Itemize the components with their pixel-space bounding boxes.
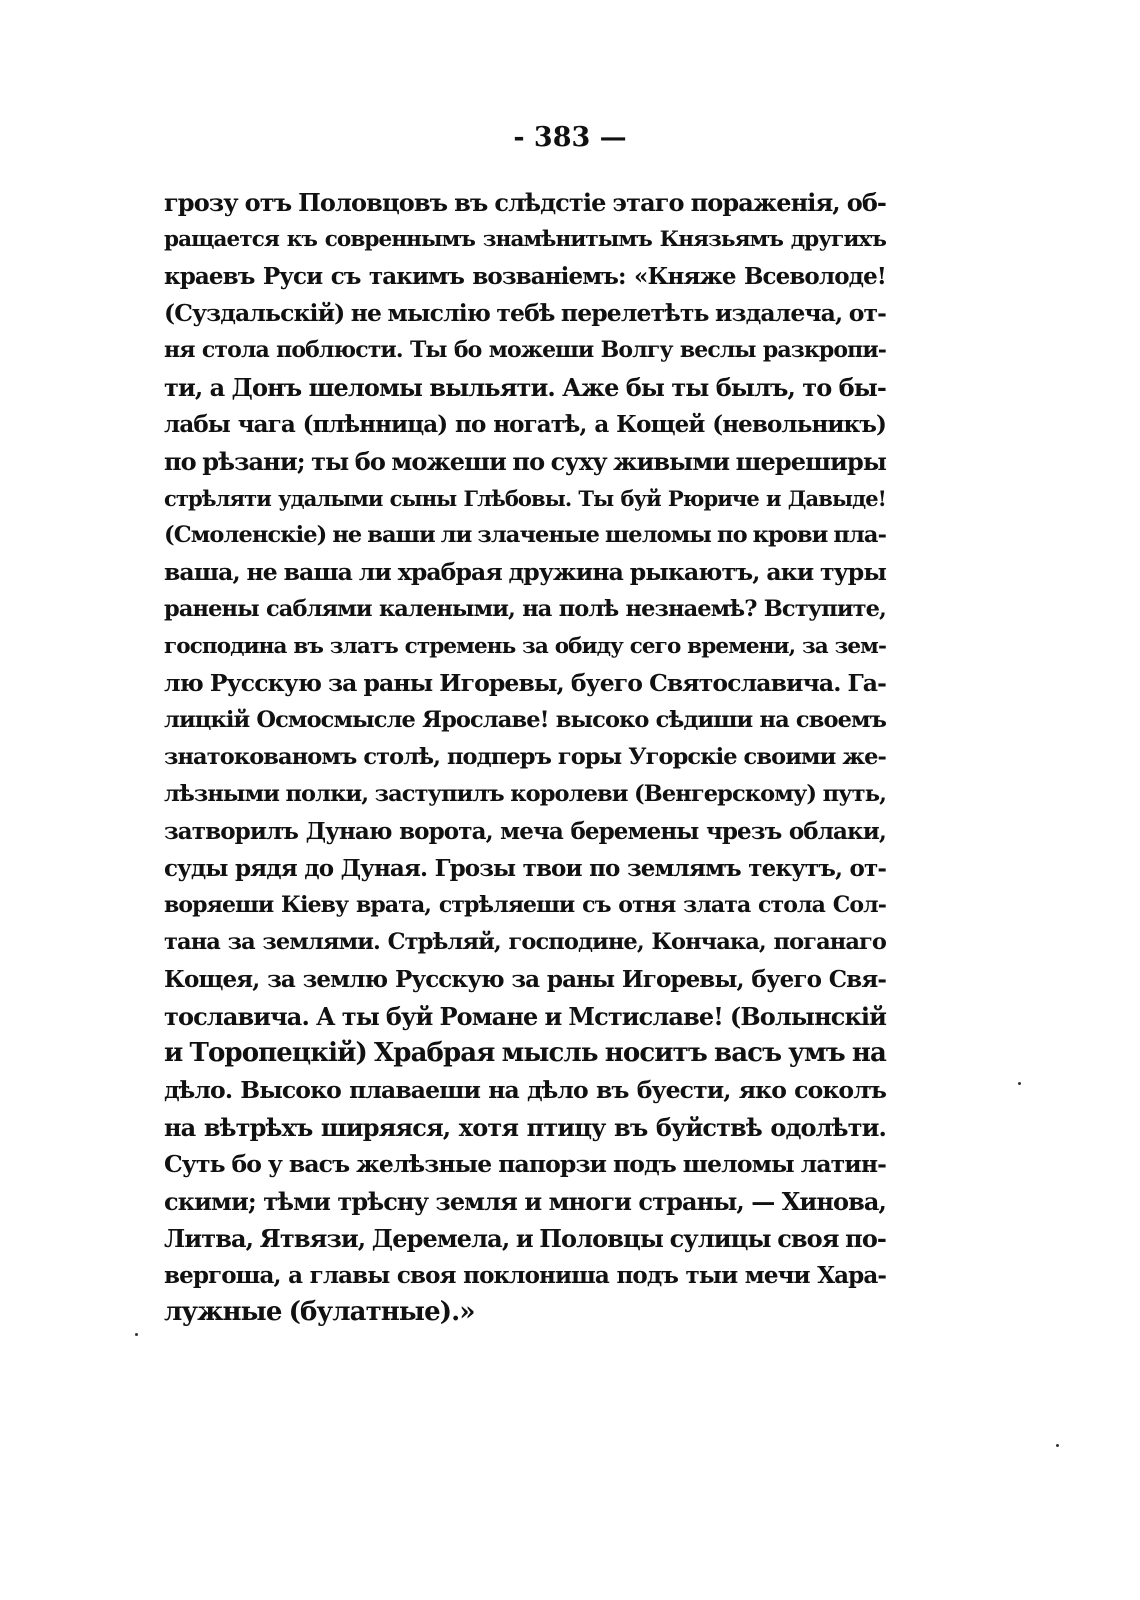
text-line: ня стола поблюсти. Ты бо можеши Волгу веслы разкропи- (164, 337, 886, 363)
text-line-last: лужные (булатные).» (164, 1297, 475, 1327)
scan-speck (1056, 1444, 1059, 1447)
text-line: знатокованомъ столѣ, подперъ горы Угорскіе своими же- (164, 744, 886, 770)
text-line: стрѣляти удалыми сыны Глѣбовы. Ты буй Рюриче и Давыде! (164, 486, 886, 511)
scan-speck (1018, 1082, 1021, 1085)
text-line: дѣло. Высоко плаваеши на дѣло въ буести, яко соколъ (164, 1076, 886, 1104)
text-line: Суть бо у васъ желѣзные папорзи подъ шеломы латин- (164, 1150, 886, 1178)
text-line: Кощея, за землю Русскую за раны Игоревы, буего Свя- (164, 966, 886, 993)
body-text (164, 184, 886, 1331)
text-line: по рѣзани; ты бо можеши по суху живыми шереширы (164, 447, 886, 476)
text-line: лицкій Осмосмысле Ярославе! высоко сѣдиши на своемъ (164, 707, 886, 733)
text-line: лабы чага (плѣнница) по ногатѣ, а Кощей (невольникъ) (164, 411, 886, 438)
text-line: воряеши Кіеву врата, стрѣляеши съ отня злата стола Сол- (164, 892, 886, 918)
text-line: (Смоленскіе) не ваши ли злаченые шеломы по крови пла- (164, 522, 887, 548)
text-line: затворилъ Дунаю ворота, меча беремены чрезъ облаки, (164, 818, 886, 845)
text-line: лѣзными полки, заступилъ королеви (Венгерскому) путь, (164, 781, 886, 807)
text-line: тославича. А ты буй Романе и Мстиславе! (Волынскій (164, 1002, 886, 1031)
text-line: ваша, не ваша ли храбрая дружина рыкаютъ, аки туры (164, 558, 886, 586)
text-line: ращается къ совреннымъ знамѣнитымъ Князьямъ другихъ (164, 227, 886, 252)
text-line: ти, а Донъ шеломы выльяти. Аже бы ты былъ, то бы- (164, 373, 886, 402)
text-line: и Торопецкій) Храбрая мысль носитъ васъ умъ на (164, 1038, 886, 1068)
text-line: (Суздальскій) не мыслію тебѣ перелетѣть издалеча, от- (164, 299, 886, 327)
text-line: господина въ златъ стремень за обиду сего времени, за зем- (164, 634, 886, 659)
text-line: скими; тѣми трѣсну земля и многи страны, — Хинова, (164, 1187, 886, 1216)
text-line: ранены саблями калеными, на полѣ незнаемѣ? Вступите, (164, 596, 886, 622)
scan-speck (135, 1333, 138, 1336)
text-line: лю Русскую за раны Игоревы, буего Святославича. Га- (164, 669, 886, 697)
page-number: - 383 — (513, 122, 627, 153)
text-line: краевъ Руси съ такимъ возваніемъ: «Княже Всеволоде! (164, 263, 886, 290)
text-line: суды рядя до Дуная. Грозы твои по землямъ текутъ, от- (164, 855, 886, 882)
text-line: тана за землями. Стрѣляй, господине, Кончака, поганаго (164, 929, 886, 955)
text-line: грозу отъ Половцовъ въ слѣдстіе этаго пораженія, об- (164, 188, 886, 217)
text-line: Литва, Ятвязи, Деремела, и Половцы сулицы своя по- (164, 1224, 886, 1253)
text-line: на вѣтрѣхъ ширяяся, хотя птицу въ буйствѣ одолѣти. (164, 1113, 886, 1142)
text-line: вергоша, а главы своя поклониша подъ тыи мечи Хара- (164, 1262, 886, 1289)
